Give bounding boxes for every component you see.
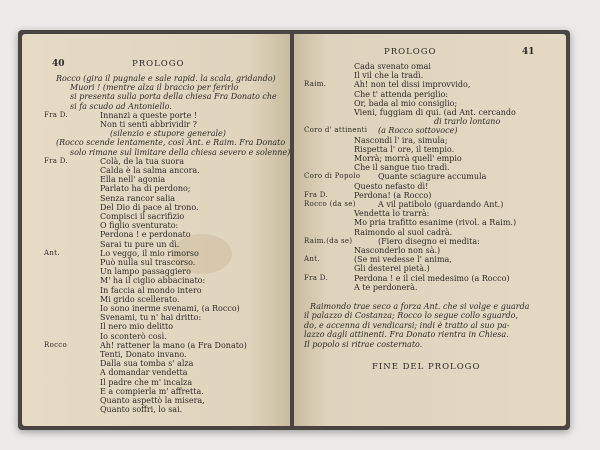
verse-line: Io sono inerme svenami, (a Rocco) (100, 304, 240, 313)
verse-line: Perdona ! e il ciel medesimo (a Rocco) (354, 273, 510, 283)
verse-line: Calda è la salma ancora. (100, 166, 200, 175)
page-number: 40 (52, 59, 65, 69)
verse-line: Il nero mio delitto (100, 322, 174, 332)
stage-direction-line: Raimondo trae seco a forza Ant. che si volge e guarda (310, 302, 530, 311)
page-number: 41 (522, 47, 535, 57)
verse-line: Il vil che la tradì. (354, 71, 424, 81)
left-page (22, 34, 290, 426)
verse-line: Io sconterò così. (100, 331, 167, 341)
speaker-name: Ant. (44, 248, 60, 257)
verse-line: Dalla sua tomba s' alza (100, 359, 194, 369)
verse-line: Ella nell' agonia (100, 175, 166, 185)
verse-line: Rocco (gira il pugnale e sale rapid. la scala, gridando) (56, 74, 276, 83)
verse-line: si fa scudo ad Antoniello. (70, 101, 172, 111)
verse-line: Nascondi l' ira, simula; (354, 135, 448, 145)
speaker-name: Fra D. (304, 190, 328, 199)
verse-line: Del Dio di pace al trono. (100, 202, 199, 212)
verse-line: Sarai tu pure un dì. (100, 239, 180, 249)
verse-line: solo rimane sul limitare della chiesa severo e solenne) (70, 147, 290, 157)
verse-line: Perdona ! e perdonato (100, 230, 191, 240)
verse-line: (Rocco scende lentamente, così Ant. e Raim. Fra Donato (56, 138, 286, 148)
verse-line: Muori ! (mentre alza il braccio per ferirlo (70, 83, 239, 93)
page-header: PROLOGO (132, 59, 185, 69)
verse-line: In faccia al mondo intero (100, 285, 202, 295)
verse-line: Parlato ha di perdono; (100, 184, 191, 194)
verse-line: Innanzi a queste porte ! (100, 110, 198, 120)
speaker-name: Fra D. (304, 273, 328, 282)
verse-line: Quante sciagure accumula (378, 172, 487, 182)
verse-line: (a Rocco sottovoce) (378, 126, 458, 136)
end-of-prologue: FINE DEL PROLOGO (372, 362, 481, 372)
verse-line: Gli desterei pietà.) (354, 264, 430, 274)
verse-line: E a compierla m' affretta. (100, 386, 204, 396)
verse-line: Raimondo al suol cadrà. (354, 227, 453, 237)
speaker-name: Coro d' attinenti (304, 126, 368, 135)
verse-line: Mi grido scellerato. (100, 294, 180, 304)
speaker-name: Rocco (da se) (304, 200, 356, 208)
verse-line: Vieni, fuggiam di qui. (ad Ant. cercando (354, 108, 516, 117)
speaker-name: Raim.(da se) (304, 236, 353, 245)
verse-line: Può nulla sul trascorso. (100, 258, 196, 267)
verse-line: Che il sangue tuo tradì. (354, 163, 450, 173)
verse-line: Compisci il sacrifizio (100, 212, 185, 221)
verse-line: Morrà; morrà quell' empio (354, 154, 462, 163)
speaker-name: Rocco (44, 340, 68, 349)
right-page (294, 34, 566, 426)
verse-line: Quanto aspettò la misera, (100, 396, 205, 405)
verse-line: M' ha il ciglio abbacinato: (100, 276, 206, 286)
verse-line: (silenzio e stupore generale) (110, 129, 226, 139)
speaker-name: Fra D. (44, 156, 68, 165)
verse-line: A domandar vendetta (100, 368, 188, 378)
verse-line: (Fiero disegno ei medita: (378, 236, 480, 246)
verse-line: Quanto soffri, lo sai. (100, 405, 183, 415)
speaker-name: Coro di Popolo (304, 172, 361, 181)
verse-line: Mo pria trafitto esanime (rivol. a Raim.) (354, 218, 517, 228)
verse-line: Svenami, tu n' hai dritto: (100, 313, 202, 323)
verse-line: Ah! rattener la mano (a Fra Donato) (100, 340, 247, 350)
open-booklet (18, 30, 570, 430)
stage-direction-line: il palazzo di Costanza; Rocco lo segue collo sguardo, (304, 311, 518, 321)
speaker-name: Ant. (304, 255, 320, 264)
verse-line: Senza rancor salia (100, 193, 176, 203)
verse-line: si presenta sulla porta della chiesa Fra Donato che (70, 92, 277, 102)
stage-direction-line: lazzo dagli attinenti. Fra Donato rientra in Chiesa. (304, 330, 509, 340)
verse-line: Or, bada al mio consiglio; (354, 98, 458, 108)
verse-line: O figlio sventurato: (100, 221, 179, 231)
verse-line: Ah! non tel dissi improvvido, (354, 80, 471, 90)
stage-direction-line: do, e accenna di vendicarsi; indi è tratto al suo pa- (304, 320, 510, 330)
speaker-name: Fra D. (44, 110, 68, 119)
verse-line: A te perdonerà. (354, 282, 418, 292)
verse-line: Il padre che m' incalza (100, 377, 193, 387)
stage-direction-line: Il popolo si ritrae costernato. (304, 339, 423, 349)
verse-line: Cada svenato omai (354, 62, 431, 71)
verse-line: Nasconderlo non sà.) (354, 246, 441, 255)
verse-line: A vil patibolo (guardando Ant.) (378, 200, 504, 209)
page-header: PROLOGO (384, 47, 437, 57)
verse-line: Questo nefasto dì! (354, 181, 429, 191)
verse-line: Vendetta lo trarrà: (354, 209, 430, 219)
verse-line: Un lampo passaggiero (100, 267, 191, 277)
verse-line: Lo veggo, il mio rimorso (100, 248, 199, 258)
verse-line: Colà, de la tua suora (100, 156, 184, 166)
verse-line: (Se mi vedesse l' anima, (354, 255, 452, 265)
verse-line: Che t' attenda periglio: (354, 89, 449, 99)
verse-line: Tenti, Donato invano. (100, 350, 187, 359)
verse-line: di trarlo lontano (434, 117, 501, 127)
verse-line: Rispetta l' ore, il tempio. (354, 144, 455, 154)
verse-line: Non ti senti abbrividir ? (100, 120, 197, 129)
speaker-name: Raim. (304, 80, 327, 89)
verse-line: Perdona! (a Rocco) (354, 190, 432, 200)
